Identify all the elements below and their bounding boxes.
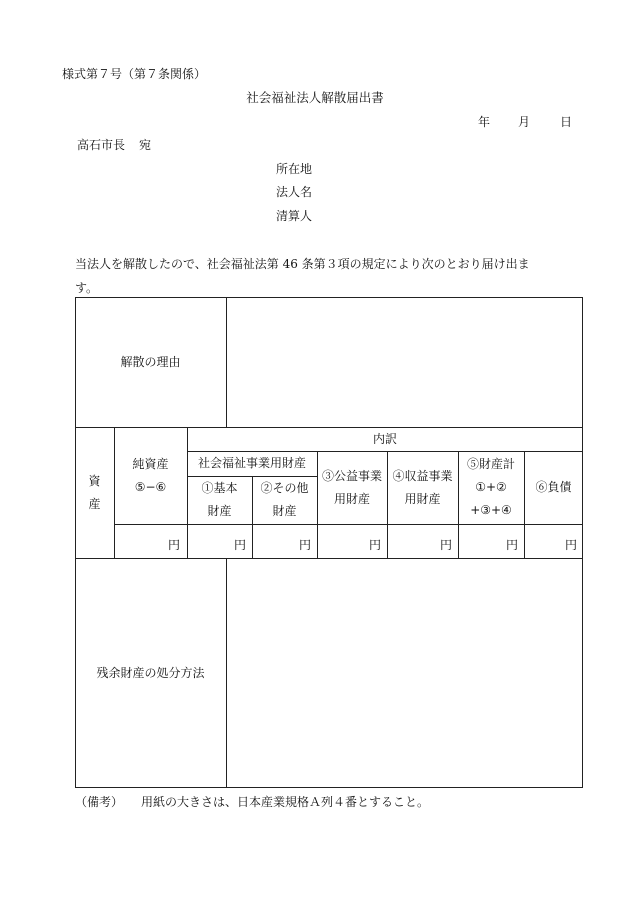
form-number: 様式第７号（第７条関係） bbox=[62, 67, 207, 81]
date-day: 日 bbox=[560, 115, 573, 129]
applicant-liquidator-label: 清算人 bbox=[276, 209, 313, 223]
date-month: 月 bbox=[518, 115, 531, 129]
net-assets-formula: ⑤−⑥ bbox=[134, 479, 167, 494]
total-property-header bbox=[458, 451, 524, 524]
document-title: 社会福祉法人解散届出書 bbox=[246, 90, 384, 105]
note-text: 用紙の大きさは、日本産業規格Ａ列４番とすること。 bbox=[141, 795, 430, 809]
assets-label-char-2: 産 bbox=[88, 496, 101, 511]
residual-field[interactable] bbox=[227, 559, 582, 787]
public-property-header bbox=[317, 451, 387, 524]
welfare-property-header: 社会福祉事業用財産 bbox=[197, 456, 306, 471]
breakdown-header: 内訳 bbox=[372, 431, 397, 446]
body-text-line2: す。 bbox=[75, 281, 99, 295]
net-assets-label: 純資産 bbox=[132, 456, 169, 471]
yen-other-property[interactable]: 円 bbox=[298, 538, 311, 552]
yen-profit-property[interactable]: 円 bbox=[439, 538, 452, 552]
yen-basic-property[interactable]: 円 bbox=[233, 538, 246, 552]
other-property-line2: 財産 bbox=[272, 504, 297, 518]
addressee-name: 高石市長 bbox=[77, 138, 126, 152]
other-property-header bbox=[252, 476, 317, 524]
assets-label-char-1: 資 bbox=[88, 473, 101, 488]
total-property-line2: ①+② bbox=[475, 480, 507, 495]
yen-total-property[interactable]: 円 bbox=[505, 538, 518, 552]
yen-liabilities[interactable]: 円 bbox=[564, 538, 577, 552]
net-assets-header bbox=[114, 427, 187, 524]
profit-property-header bbox=[387, 451, 458, 524]
profit-property-line1: ④収益事業 bbox=[392, 468, 453, 483]
applicant-name-label: 法人名 bbox=[276, 185, 313, 199]
assets-label bbox=[75, 427, 114, 558]
applicant-address-label: 所在地 bbox=[276, 162, 313, 176]
basic-property-line1: ①基本 bbox=[201, 481, 238, 496]
residual-label: 残余財産の処分方法 bbox=[96, 665, 205, 680]
note bbox=[75, 796, 429, 808]
addressee-honorific: 宛 bbox=[139, 138, 152, 152]
date-year: 年 bbox=[478, 115, 491, 129]
other-property-line1: ②その他 bbox=[260, 481, 309, 496]
total-property-line1: ⑤財産計 bbox=[466, 457, 515, 472]
liabilities-header: ⑥負債 bbox=[535, 480, 572, 495]
public-property-line1: ③公益事業 bbox=[321, 468, 382, 483]
yen-net-assets[interactable]: 円 bbox=[167, 538, 180, 552]
addressee bbox=[77, 139, 151, 151]
basic-property-line2: 財産 bbox=[207, 504, 232, 518]
total-property-line3: +③+④ bbox=[470, 502, 512, 517]
profit-property-line2: 用財産 bbox=[404, 491, 441, 506]
row-divider bbox=[114, 524, 583, 525]
reason-label: 解散の理由 bbox=[120, 354, 181, 369]
public-property-line2: 用財産 bbox=[333, 491, 370, 506]
note-label: （備考） bbox=[75, 795, 124, 809]
yen-public-property[interactable]: 円 bbox=[368, 538, 381, 552]
reason-field[interactable] bbox=[227, 298, 582, 426]
body-text-line1: 当法人を解散したので、社会福祉法第 46 条第３項の規定により次のとおり届け出ま bbox=[75, 257, 530, 271]
basic-property-header bbox=[187, 476, 252, 524]
